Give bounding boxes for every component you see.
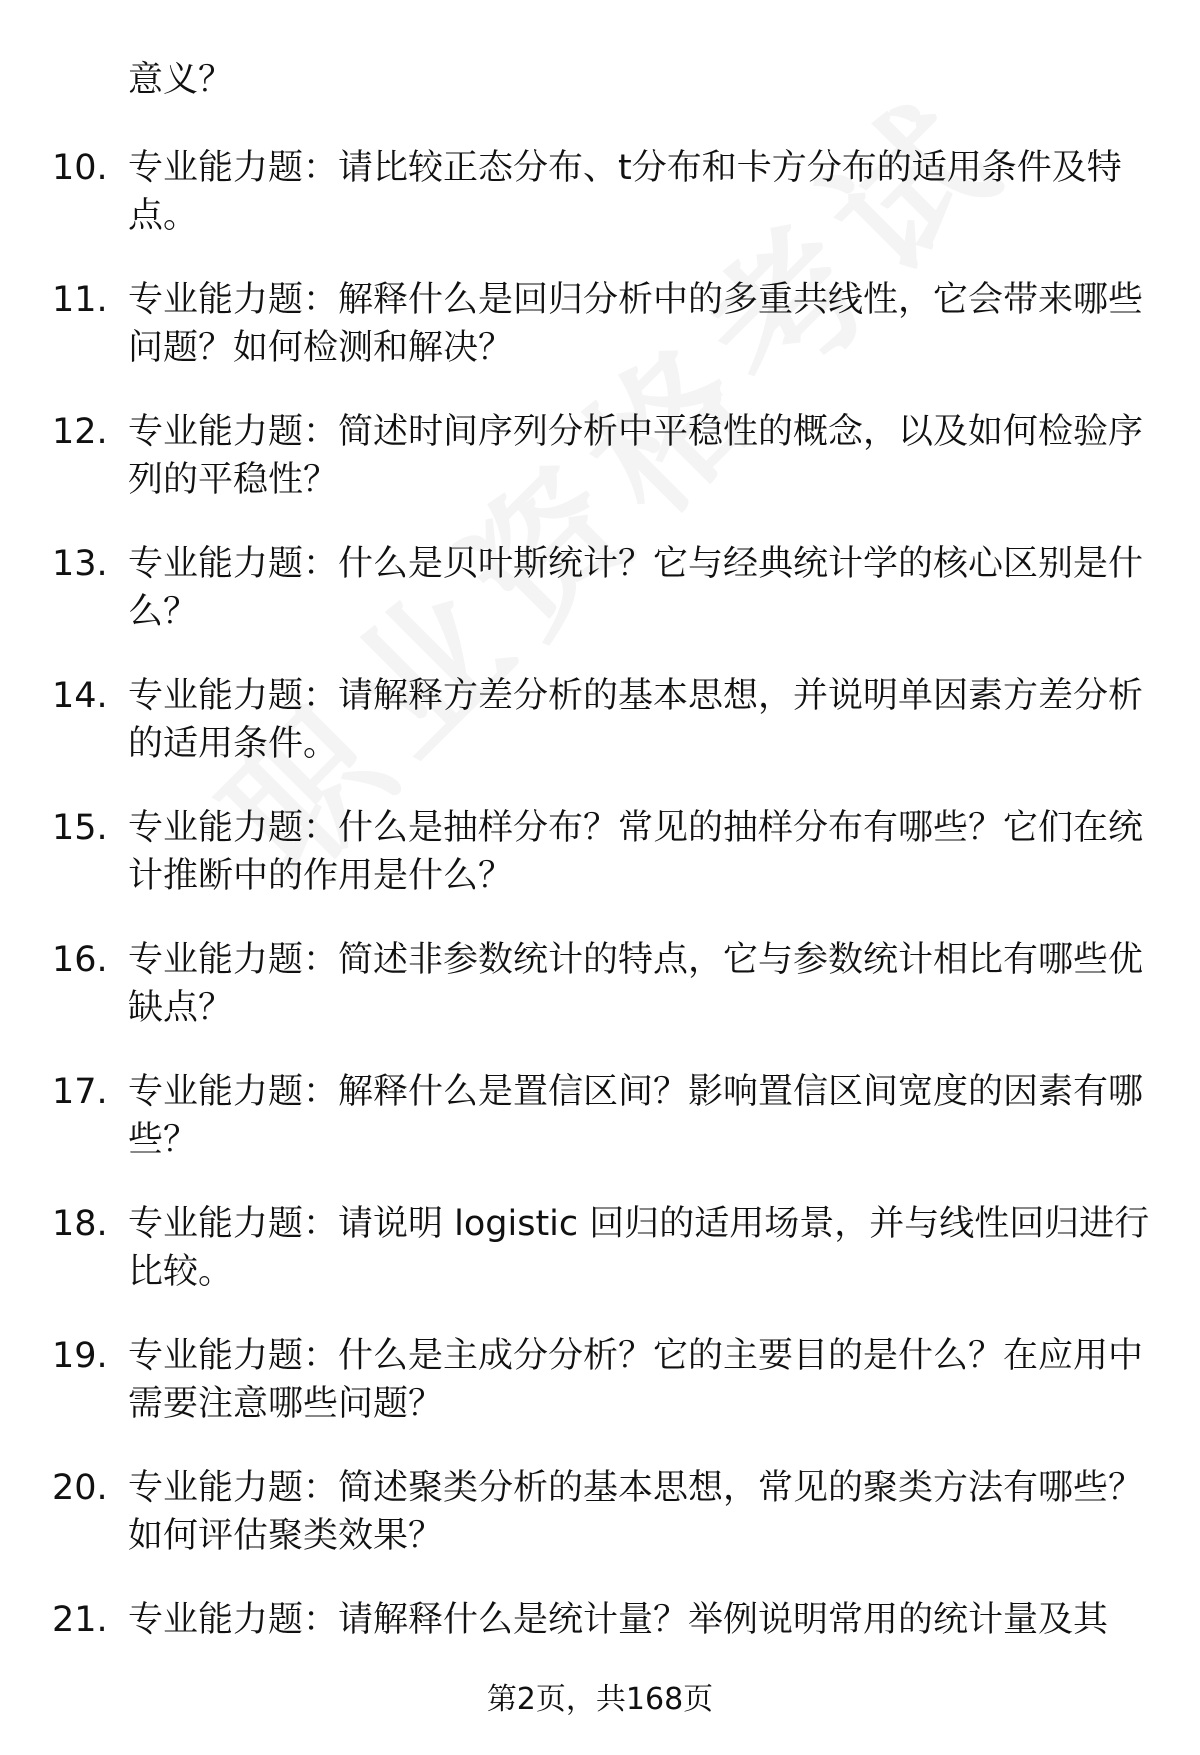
question-number: 10. xyxy=(52,148,108,188)
question-list xyxy=(0,144,1200,1728)
list-item xyxy=(0,936,1200,1068)
question-number: 20. xyxy=(52,1468,108,1508)
question-text: 专业能力题：简述聚类分析的基本思想，常见的聚类方法有哪些？如何评估聚类效果？ xyxy=(128,1468,1144,1556)
question-number: 15. xyxy=(52,808,108,848)
list-item xyxy=(0,408,1200,540)
question-text: 专业能力题：请说明 logistic 回归的适用场景，并与线性回归进行比较。 xyxy=(128,1204,1150,1292)
list-item xyxy=(0,540,1200,672)
question-text: 专业能力题：简述时间序列分析中平稳性的概念，以及如何检验序列的平稳性？ xyxy=(128,412,1144,500)
question-number: 21. xyxy=(52,1600,108,1640)
question-text: 专业能力题：什么是贝叶斯统计？它与经典统计学的核心区别是什么？ xyxy=(128,544,1144,632)
question-number: 18. xyxy=(52,1204,108,1244)
question-number: 12. xyxy=(52,412,108,452)
continued-text: 意义？ xyxy=(128,60,234,100)
list-item xyxy=(0,144,1200,276)
list-item xyxy=(0,1068,1200,1200)
question-text: 专业能力题：请比较正态分布、t分布和卡方分布的适用条件及特点。 xyxy=(128,148,1122,236)
list-item xyxy=(0,1200,1200,1332)
question-text: 专业能力题：解释什么是回归分析中的多重共线性，它会带来哪些问题？如何检测和解决？ xyxy=(128,280,1144,368)
question-number: 11. xyxy=(52,280,108,320)
question-text: 专业能力题：请解释方差分析的基本思想，并说明单因素方差分析的适用条件。 xyxy=(128,676,1144,764)
question-text: 专业能力题：简述非参数统计的特点，它与参数统计相比有哪些优缺点？ xyxy=(128,940,1144,1028)
list-item xyxy=(0,804,1200,936)
question-number: 19. xyxy=(52,1336,108,1376)
question-number: 17. xyxy=(52,1072,108,1112)
page-number-footer: 第2页，共168页 xyxy=(486,1682,714,1717)
list-item xyxy=(0,1464,1200,1596)
question-number: 14. xyxy=(52,676,108,716)
question-text: 专业能力题：请解释什么是统计量？举例说明常用的统计量及其 xyxy=(128,1600,1109,1640)
list-item xyxy=(0,1332,1200,1464)
list-item xyxy=(0,672,1200,804)
question-number: 16. xyxy=(52,940,108,980)
list-item xyxy=(0,276,1200,408)
question-text: 专业能力题：解释什么是置信区间？影响置信区间宽度的因素有哪些？ xyxy=(128,1072,1144,1160)
question-text: 专业能力题：什么是主成分分析？它的主要目的是什么？在应用中需要注意哪些问题？ xyxy=(128,1336,1144,1424)
question-number: 13. xyxy=(52,544,108,584)
question-text: 专业能力题：什么是抽样分布？常见的抽样分布有哪些？它们在统计推断中的作用是什么？ xyxy=(128,808,1144,896)
